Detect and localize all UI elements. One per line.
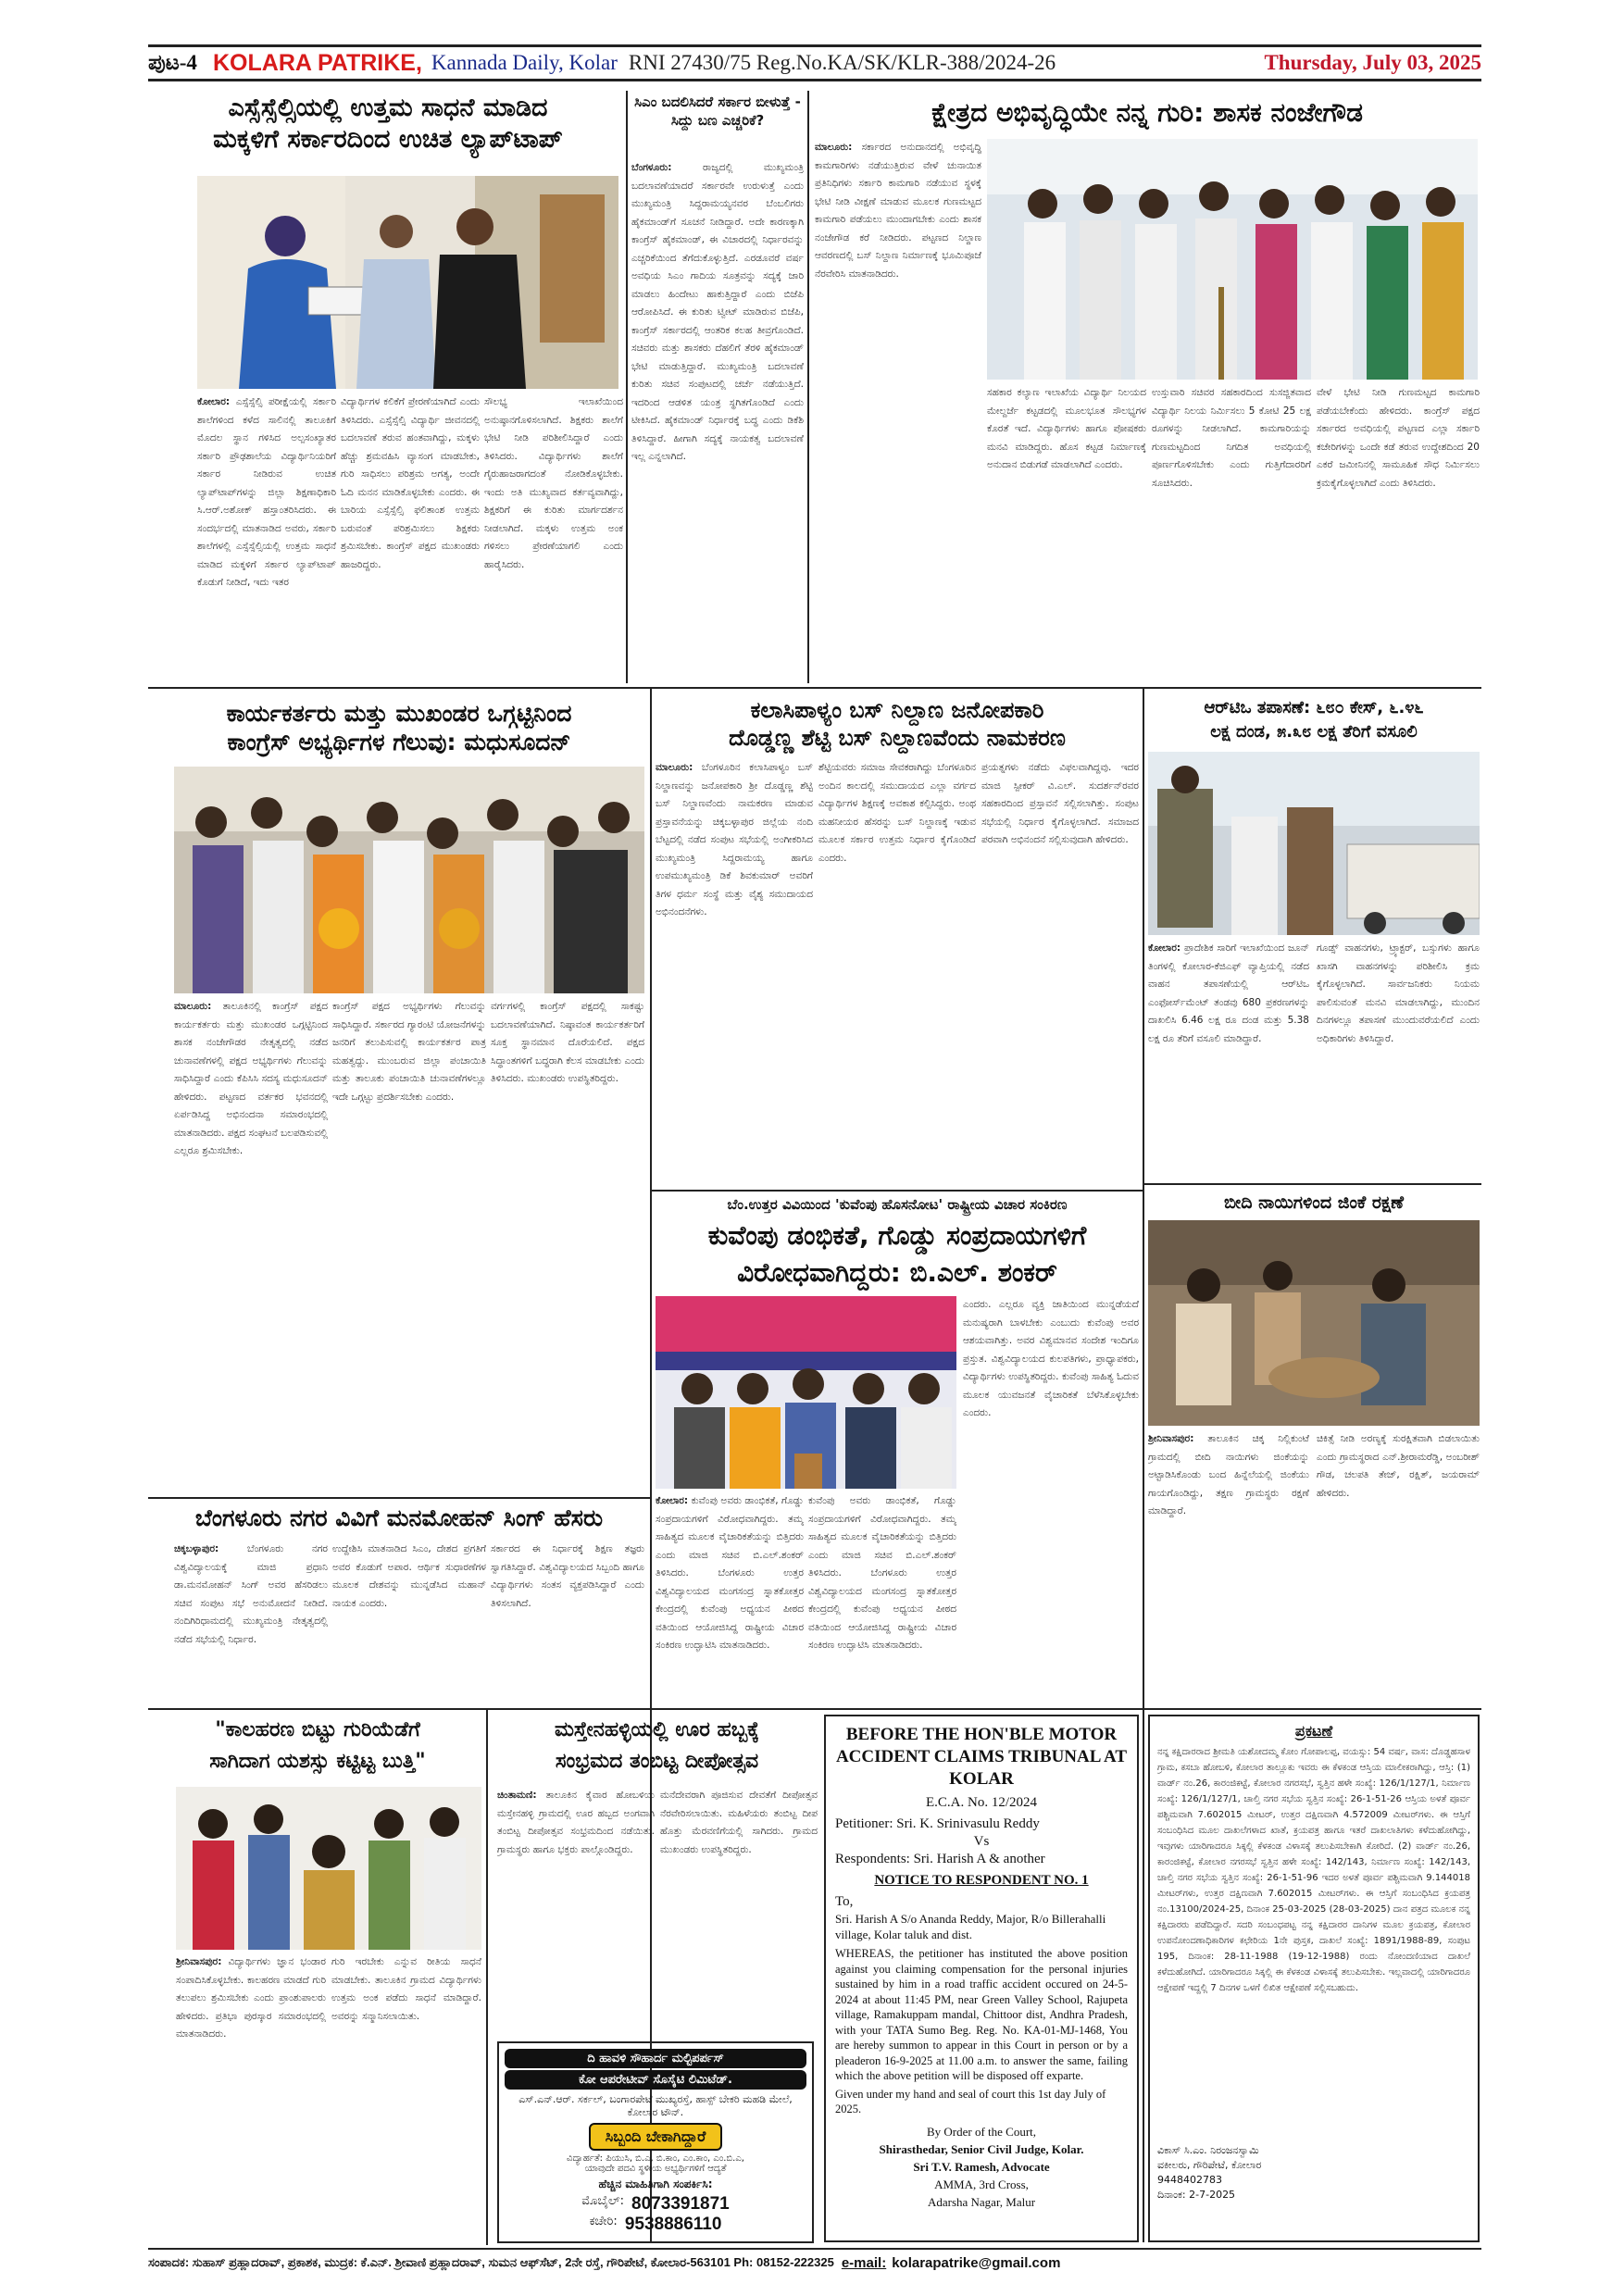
court-title: BEFORE THE HON'BLE MOTOR ACCIDENT CLAIMS TRIBUNAL AT KOLAR xyxy=(835,1725,1128,1789)
footer-credits: ಸಂಪಾದಕ: ಸುಹಾಸ್ ಪ್ರಹ್ಲಾದರಾವ್, ಪ್ರಕಾಶಕ, ಮುದ್ರಕ: ಕೆ.ಎನ್. ಶ್ರೀವಾಣಿ ಪ್ರಹ್ಲಾದರಾವ್, ಸುಮನ ಆಫ್‌ಸೆಟ್, 2ನೇ ರಸ್ತೆ, ಗೌರಿಪೇಟೆ, ಕೋಲಾರ-563101 Ph: 08152-222325 xyxy=(148,2255,834,2269)
court-order: By Order of the Court, xyxy=(926,2124,1037,2139)
cm-text: ರಾಜ್ಯದಲ್ಲಿ ಮುಖ್ಯಮಂತ್ರಿ ಬದಲಾವಣೆಯಾದರೆ ಸರ್ಕಾರವೇ ಉರುಳುತ್ತೆ ಎಂದು ಮುಖ್ಯಮಂತ್ರಿ ಸಿದ್ದರಾಮಯ್ಯನವರ ಬೆಂಬಲಿಗರು ಹೈಕಮಾಂಡ್‌ಗೆ ಸೂಚನೆ ನೀಡಿದ್ದಾರೆ. ಅದೇ ಕಾರಣಕ್ಕಾಗಿ ಕಾಂಗ್ರೆಸ್ ಹೈಕಮಾಂಡ್, ಈ ವಿಚಾರದಲ್ಲಿ ನಿರ್ಧಾರವನ್ನು ಎಚ್ಚರಿಕೆಯಿಂದ ತೆಗೆದುಕೊಳ್ಳುತ್ತಿದೆ. ಎರಡೂವರೆ ವರ್ಷ ಅವಧಿಯ ಸಿಎಂ ಗಾದಿಯ ಸೂತ್ರವನ್ನು ಸದ್ಯಕ್ಕೆ ಜಾರಿ ಮಾಡಲು ಹಿಂದೇಟು ಹಾಕುತ್ತಿದ್ದಾರೆ ಎಂದು ಬಿಜೆಪಿ ಆರೋಪಿಸಿದೆ. ಈ ಕುರಿತು ಟ್ವೀಟ್ ಮಾಡಿರುವ ಬಿಜೆಪಿ, ಕಾಂಗ್ರೆಸ್ ಸರ್ಕಾರದಲ್ಲಿ ಆಂತರಿಕ ಕಲಹ ತೀವ್ರಗೊಂಡಿದೆ. ಸಚಿವರು ಮತ್ತು ಶಾಸಕರು ದೆಹಲಿಗೆ ತೆರಳಿ ಹೈಕಮಾಂಡ್ ಭೇಟಿ ಮಾಡುತ್ತಿದ್ದಾರೆ. ಮುಖ್ಯಮಂತ್ರಿ ಬದಲಾವಣೆ ಕುರಿತು ಸಚಿವ ಸಂಪುಟದಲ್ಲಿ ಚರ್ಚೆ ನಡೆಯುತ್ತಿದೆ. ಇದರಿಂದ ಆಡಳಿತ ಯಂತ್ರ ಸ್ಥಗಿತಗೊಂಡಿದೆ ಎಂದು ಟೀಕಿಸಿದೆ. ಹೈಕಮಾಂಡ್ ನಿರ್ಧಾರಕ್ಕೆ ಬದ್ಧ ಎಂದು ಡಿಕೆಶಿ ತಿಳಿಸಿದ್ದಾರೆ. ಹೀಗಾಗಿ ಸದ್ಯಕ್ಕೆ ನಾಯಕತ್ವ ಬದಲಾವಣೆ ಇಲ್ಲ ಎನ್ನಲಾಗಿದೆ. xyxy=(631,162,804,462)
court-sign4: Adarsha Nagar, Malur xyxy=(927,2194,1036,2209)
jobs-mobile-row xyxy=(505,2194,806,2215)
workers-headline-line2: ಕಾಂಗ್ರೆಸ್ ಅಭ್ಯರ್ಥಿಗಳ ಗೆಲುವು: ಮಧುಸೂದನ್ xyxy=(227,729,571,756)
mla-headline: ಕ್ಷೇತ್ರದ ಅಭಿವೃದ್ಧಿಯೇ ನನ್ನ ಗುರಿ: ಶಾಸಕ ನಂಜೇಗೌಡ xyxy=(931,97,1363,128)
public-notice-sign3: 9448402783 xyxy=(1157,2174,1222,2186)
festival-headline-line1: ಮಸ್ತೇನಹಳ್ಳಿಯಲ್ಲಿ ಊರ ಹಬ್ಬಕ್ಕೆ xyxy=(554,1718,760,1741)
time-dateline: ಶ್ರೀನಿವಾಸಪುರ: xyxy=(176,1956,222,1967)
page-label: ಪುಟ-4 xyxy=(148,51,197,74)
rto-dateline: ಕೋಲಾರ: xyxy=(1148,942,1181,954)
public-notice-sign4: ದಿನಾಂಕ: 2-7-2025 xyxy=(1157,2189,1236,2201)
mla-dateline: ಮಾಲೂರು: xyxy=(815,142,853,153)
workers-col3: ವರ್ಗಗಳಲ್ಲಿ ಕಾಂಗ್ರೆಸ್ ಪಕ್ಷದಲ್ಲಿ ಸಾಕಷ್ಟು ಬದಲಾವಣೆಯಾಗಿದೆ. ನಿಷ್ಠಾವಂತ ಕಾರ್ಯಕರ್ತರಿಗೆ ಸೂಕ್ತ ಸ್ಥಾನಮಾನ ದೊರೆಯಲಿದೆ. ಪಕ್ಷದ ಸಿದ್ಧಾಂತಗಳಿಗೆ ಬದ್ಧರಾಗಿ ಕೆಲಸ ಮಾಡಬೇಕು ಎಂದು ತಿಳಿಸಿದರು. ಮುಖಂಡರು ಉಪಸ್ಥಿತರಿದ್ದರು. xyxy=(491,1001,644,1084)
court-given: Given under my hand and seal of court this 1st day July of 2025. xyxy=(835,2087,1106,2115)
deer-headline: ಬೀದಿ ನಾಯಿಗಳಿಂದ ಜಿಂಕೆ ರಕ್ಷಣೆ xyxy=(1223,1192,1405,1213)
laptop-col1 xyxy=(197,393,336,680)
court-vs: Vs xyxy=(973,1834,990,1849)
court-body: WHEREAS, the petitioner has instituted the above position against you claiming compensation for the personal injuries sustained by him in a road traffic accident occured on 24-5-2024 at about 11:45 PM, near Green Valley School, Rajupeta village, Ramakuppam mandal, Chittoor dist, Andhra Pradesh, with your TATA Sumo Beg. Reg. No. KA-01-MJ-1468, You are hereby summon to appear in this Court in person or by a pleaderon 16-9-2025 at 11.00 a.m. to answer the same, failing which the above petition will be disposed off exparte. xyxy=(835,1947,1128,2082)
laptop-col3: ಸೌಲಭ್ಯ ಇಲಾಖೆಯಿಂದ ಅನುಷ್ಠಾನಗೊಳಿಸಲಾಗಿದೆ. ಶಿಕ್ಷಕರು ಶಾಲೆಗೆ ಭೇಟಿ ನೀಡಿ ಪರಿಶೀಲಿಸಿದ್ದಾರೆ ಎಂದು ತಿಳಿಸಿದರು. ವಿದ್ಯಾರ್ಥಿಗಳು ಶಾಲೆಗೆ ಗೈರುಹಾಜರಾಗದಂತೆ ನೋಡಿಕೊಳ್ಳಬೇಕು. ಇಂದು ಅತಿ ಮುಖ್ಯವಾದ ಕರ್ತವ್ಯವಾಗಿದ್ದು, ಶಿಕ್ಷಕರಿಗೆ ಈ ಕುರಿತು ಮಾರ್ಗದರ್ಶನ ನೀಡಲಾಗಿದೆ. ಮಕ್ಕಳು ಉತ್ತಮ ಅಂಕ ಗಳಿಸಲು ಪ್ರೇರಣೆಯಾಗಲಿ ಎಂದು ಹಾರೈಸಿದರು. xyxy=(484,396,623,570)
time-headline xyxy=(153,1715,482,1778)
manmohan-col2: ಉದ್ದೇಶಿಸಿ ಮಾತನಾಡಿದ ಸಿಎಂ, ದೇಶದ ಪ್ರಗತಿಗೆ ಅವರ ಕೊಡುಗೆ ಅಪಾರ. ಆರ್ಥಿಕ ಸುಧಾರಣೆಗಳ ಮೂಲಕ ದೇಶವನ್ನು ಮುನ್ನಡೆಸಿದ ಮಹಾನ್ ನಾಯಕ ಎಂದರು. xyxy=(332,1543,486,1609)
laptop-headline xyxy=(153,93,623,156)
masthead xyxy=(148,44,1481,81)
time-headline-line2: ಸಾಗಿದಾಗ ಯಶಸ್ಸು ಕಟ್ಟಿಟ್ಟ ಬುತ್ತಿ" xyxy=(209,1750,426,1773)
bus-headline xyxy=(656,696,1139,752)
festival-text: ತಾಲೂಕಿನ ಕೈವಾರ ಹೋಬಳಿಯ ಮಸ್ತೇನಹಳ್ಳಿ ಗ್ರಾಮದಲ್ಲಿ ಊರ ಹಬ್ಬದ ಅಂಗವಾಗಿ ತಂಬಿಟ್ಟ ದೀಪೋತ್ಸವ ಸಂಭ್ರಮದಿಂದ ನಡೆಯಿತು. ಗ್ರಾಮಸ್ಥರು ಹಾಗೂ ಭಕ್ತರು ಪಾಲ್ಗೊಂಡಿದ್ದರು. xyxy=(497,1790,655,1855)
workers-headline-line1: ಕಾರ್ಯಕರ್ತರು ಮತ್ತು ಮುಖಂಡರ ಒಗ್ಗಟ್ಟಿನಿಂದ xyxy=(226,700,572,727)
jobs-office-label: ಕಚೇರಿ: xyxy=(589,2215,618,2228)
workers-col2: ಕಾಂಗ್ರೆಸ್ ಪಕ್ಷದ ಅಭ್ಯರ್ಥಿಗಳು ಗೆಲುವನ್ನು ಸಾಧಿಸಿದ್ದಾರೆ. ಸರ್ಕಾರದ ಗ್ಯಾರಂಟಿ ಯೋಜನೆಗಳನ್ನು ಜನರಿಗೆ ತಲುಪಿಸುವಲ್ಲಿ ಕಾರ್ಯಕರ್ತರ ಪಾತ್ರ ಮಹತ್ವದ್ದು. ಮುಂಬರುವ ಜಿಲ್ಲಾ ಪಂಚಾಯಿತಿ ಮತ್ತು ತಾಲೂಕು ಪಂಚಾಯಿತಿ ಚುನಾವಣೆಗಳಲ್ಲೂ ಇದೇ ಒಗ್ಗಟ್ಟು ಪ್ರದರ್ಶಿಸಬೇಕು ಎಂದರು. xyxy=(332,1001,486,1103)
footer-email-label: e-mail: xyxy=(841,2254,887,2271)
time-headline-line1: "ಕಾಲಹರಣ ಬಿಟ್ಟು ಗುರಿಯೆಡೆಗೆ xyxy=(215,1718,420,1741)
public-notice-title: ಪ್ರಕಟಣೆ xyxy=(1294,1722,1333,1740)
laptop-headline-line2: ಮಕ್ಕಳಿಗೆ ಸರ್ಕಾರದಿಂದ ಉಚಿತ ಲ್ಯಾಪ್‌ಟಾಪ್ xyxy=(213,124,563,154)
kuvempu-col2: ಎಂದರು. ಎಲ್ಲರೂ ವ್ಯಕ್ತಿ ಜಾತಿಯಿಂದ ಮುನ್ನಡೆಯದೆ ಮನುಷ್ಯರಾಗಿ ಬಾಳಬೇಕು ಎಂಬುದು ಕುವೆಂಪು ಅವರ ಆಶಯವಾಗಿತ್ತು. ಅವರ ವಿಶ್ವಮಾನವ ಸಂದೇಶ ಇಂದಿಗೂ ಪ್ರಸ್ತುತ. ವಿಶ್ವವಿದ್ಯಾಲಯದ ಕುಲಪತಿಗಳು, ಪ್ರಾಧ್ಯಾಪಕರು, ವಿದ್ಯಾರ್ಥಿಗಳು ಉಪಸ್ಥಿತರಿದ್ದರು. ಕುವೆಂಪು ಸಾಹಿತ್ಯ ಓದುವ ಮೂಲಕ ಯುವಜನತೆ ವೈಚಾರಿಕತೆ ಬೆಳೆಸಿಕೊಳ್ಳಬೇಕು ಎಂದರು. xyxy=(963,1299,1139,1418)
jobs-mobile-number: 8073391871 xyxy=(631,2194,730,2214)
kuvempu-col1a xyxy=(656,1492,804,1703)
court-notice-heading: NOTICE TO RESPONDENT NO. 1 xyxy=(874,1873,1089,1888)
rto-text: ಪ್ರಾದೇಶಿಕ ಸಾರಿಗೆ ಇಲಾಖೆಯಿಂದ ಜೂನ್ ತಿಂಗಳಲ್ಲಿ ಕೋಲಾರ-ಕೆಜಿಎಫ್ ವ್ಯಾಪ್ತಿಯಲ್ಲಿ ನಡೆದ ವಾಹನ ತಪಾಸಣೆಯಲ್ಲಿ ಆರ್‌ಟಿಒ ಎಂಫೋರ್ಸ್‌ಮೆಂಟ್ ತಂಡವು 680 ಪ್ರಕರಣಗಳನ್ನು ದಾಖಲಿಸಿ 6.46 ಲಕ್ಷ ರೂ ದಂಡ ಮತ್ತು 5.38 ಲಕ್ಷ ರೂ ತೆರಿಗೆ ವಸೂಲಿ ಮಾಡಿದ್ದಾರೆ. xyxy=(1148,942,1309,1044)
court-case-no: E.C.A. No. 12/2024 xyxy=(926,1795,1037,1810)
masthead-date: Thursday, July 03, 2025 xyxy=(1264,51,1481,74)
bus-col3: ಪ್ರಯತ್ನಗಳು ನಡೆದು ವಿಫಲವಾಗಿದ್ದವು. ಇದರ ಮಾಜಿ ಸ್ಪೀಕರ್ ವಿ.ಎಲ್. ಸುದರ್ಶನ್‌ರವರ ಸಹಕಾರದಿಂದ ಪ್ರಸ್ತಾವನೆ ಸಲ್ಲಿಸಲಾಗಿತ್ತು. ಸಂಪುಟ ಸಭೆಯಲ್ಲಿ ನಿರ್ಧಾರ ಕೈಗೊಳ್ಳಲಾಗಿದೆ. ಸಮಾಜದ ಪರವಾಗಿ ಅಭಿನಂದನೆ ಸಲ್ಲಿಸುವುದಾಗಿ ಹೇಳಿದರು. xyxy=(981,762,1139,845)
manmohan-text: ಬೆಂಗಳೂರು ನಗರ ವಿಶ್ವವಿದ್ಯಾಲಯಕ್ಕೆ ಮಾಜಿ ಪ್ರಧಾನಿ ಡಾ.ಮನಮೋಹನ್ ಸಿಂಗ್ ಅವರ ಹೆಸರಿಡಲು ಸಚಿವ ಸಂಪುಟ ಸಭೆ ಅನುಮೋದನೆ ನೀಡಿದೆ. ನಂದಿಗಿರಿಧಾಮದಲ್ಲಿ ಮುಖ್ಯಮಂತ್ರಿ ನೇತೃತ್ವದಲ್ಲಿ ನಡೆದ ಸಭೆಯಲ್ಲಿ ನಿರ್ಧಾರ. xyxy=(174,1543,328,1645)
mla-col4: ವೇಳೆ ಭೇಟಿ ನೀಡಿ ಗುಣಮಟ್ಟದ ಕಾಮಗಾರಿ ಪಡೆಯಬೇಕೆಂದು ಹೇಳಿದರು. ಕಾಂಗ್ರೆಸ್ ಪಕ್ಷದ ಸರ್ಕಾರದ ಅವಧಿಯಲ್ಲಿ ಪಟ್ಟಣದ ಎಲ್ಲಾ ಸರ್ಕಾರಿ ಕಚೇರಿಗಳನ್ನು ಒಂದೇ ಕಡೆ ತರುವ ಉದ್ದೇಶದಿಂದ 20 ಎಕರೆ ಜಮೀನಿನಲ್ಲಿ ಸಾಮೂಹಿಕ ಸೌಧ ನಿರ್ಮಿಸಲು ಕ್ರಮಕೈಗೊಳ್ಳಲಾಗಿದೆ ಎಂದು ತಿಳಿಸಿದರು. xyxy=(1317,387,1480,489)
column-rule xyxy=(486,1708,488,2245)
bus-headline-line1: ಕಲಾಸಿಪಾಳ್ಯಂ ಬಸ್ ನಿಲ್ದಾಣ ಜನೋಪಕಾರಿ xyxy=(750,697,1044,723)
public-notice-body: ನನ್ನ ಕಕ್ಷಿದಾರರಾದ ಶ್ರೀಮತಿ ಯಶೋದಮ್ಮ ಕೋಂ ಗೋಪಾಲಪ್ಪ, ವಯಸ್ಸು: 54 ವರ್ಷ, ವಾಸ: ದೊಡ್ಡಹಸಾಳ ಗ್ರಾಮ, ಕಸಬಾ ಹೋಬಳಿ, ಕೋಲಾರ ತಾಲ್ಲೂಕು ಇವರು ಈ ಕೆಳಕಂಡ ಆಸ್ತಿಯ ಮಾಲೀಕರಾಗಿದ್ದು, ಆಸ್ತಿ: (1) ವಾರ್ಡ್ ನಂ.26, ಕಾರಂಜಿಕಟ್ಟೆ, ಕೋಲಾರ ನಗರಸಭೆ, ಸ್ವತ್ತಿನ ಹಳೇ ಸಂಖ್ಯೆ: 126/1/127/1, ನಿರ್ಮಾಣ ಸಂಖ್ಯೆ: 126/1/127/1, ಚಾಲ್ತಿ ನಗರ ಸಭೆಯ ಸ್ವತ್ತಿನ ಸಂಖ್ಯೆ: 26-1-51-26 ಆಸ್ತಿಯ ಅಳತೆ ಪೂರ್ವ ಪಶ್ಚಿಮವಾಗಿ 7.602015 ಮೀಟರ್, ಉತ್ತರ ದಕ್ಷಿಣವಾಗಿ 4.572009 ಮೀಟರ್‌ಗಳು. ಈ ಆಸ್ತಿಗೆ ಸಂಬಂಧಿಸಿದ ಮೂಲ ದಾಖಲೆಗಳಾದ ಖಾತೆ, ಕ್ರಯಪತ್ರ ಹಾಗೂ ಇತರೆ ದಾಖಲಾತಿಗಳು ಕಳೆದುಹೋಗಿದ್ದು, ಇವುಗಳು ಯಾರಿಗಾದರೂ ಸಿಕ್ಕಲ್ಲಿ ಕೆಳಕಂಡ ವಿಳಾಸಕ್ಕೆ ತಲುಪಿಸಬೇಕಾಗಿ ಕೋರಿದೆ. (2) ವಾರ್ಡ್ ನಂ.26, ಕಾರಂಜಿಕಟ್ಟೆ, ಕೋಲಾರ ನಗರಸಭೆ ಸ್ವತ್ತಿನ ಹಳೇ ಸಂಖ್ಯೆ: 142/143, ನಿರ್ಮಾಣ ಸಂಖ್ಯೆ: 142/143, ಚಾಲ್ತಿ ನಗರ ಸಭೆಯ ಸ್ವತ್ತಿನ ಸಂಖ್ಯೆ: 26-1-51-96 ಇದರ ಅಳತೆ ಪೂರ್ವ ಪಶ್ಚಿಮವಾಗಿ 9.144018 ಮೀಟರ್‌ಗಳು, ಉತ್ತರ ದಕ್ಷಿಣವಾಗಿ 7.602015 ಮೀಟರ್‌ಗಳು. ಈ ಆಸ್ತಿಗೆ ಸಂಬಂಧಿಸಿದ ಕ್ರಯಪತ್ರ ನಂ.13100/2024-25, ದಿನಾಂಕ 25-03-2025 (28-03-2025) ದಾನ ಪತ್ರದ ಮೂಲಕ ನನ್ನ ಕಕ್ಷಿದಾರರು ಪಡೆದಿದ್ದಾರೆ. ಸದರಿ ಸಂಬಂಧಪಟ್ಟ ನನ್ನ ಕಕ್ಷಿದಾರರ ದಾನಿಗಳ ಮೂಲ ಕ್ರಯಪತ್ರ, ಕೋಲಾರ ಉಪನೋಂದಣಾಧಿಕಾರಿಗಳ ಕಛೇರಿಯ 1ನೇ ಪುಸ್ತಕ, ದಾಖಲೆ ಸಂಖ್ಯೆ: 1891/1988-89, ಸಂಪುಟ 195, ದಿನಾಂಕ: 28-11-1988 (19-12-1988) ರಂದು ನೋಂದಣಿಯಾದ ದಾಖಲೆ ಕಳೆದುಹೋಗಿದೆ. ಯಾರಿಗಾದರೂ ಸಿಕ್ಕಲ್ಲಿ ಈ ಕೆಳಕಂಡ ವಿಳಾಸಕ್ಕೆ ತಲುಪಿಸಬೇಕು. ಇಲ್ಲವಾದಲ್ಲಿ ಯಾರಿಗಾದರೂ ಆಕ್ಷೇಪಣೆ ಇದ್ದಲ್ಲಿ 7 ದಿನಗಳ ಒಳಗೆ ಲಿಖಿತ ಆಕ್ಷೇಪಣೆ ಸಲ್ಲಿಸಬಹುದು. xyxy=(1157,1747,1470,1993)
jobs-note: ಯಾವುದೇ ಪದವಿ ಸ್ಥಳೀಯ ಅಭ್ಯರ್ಥಿಗಳಿಗೆ ಆದ್ಯತೆ xyxy=(584,2164,727,2174)
section-rule xyxy=(148,1708,1481,1710)
laptop-headline-line1: ಎಸ್ಸೆಸ್ಸೆಲ್ಸಿಯಲ್ಲಿ ಉತ್ತಮ ಸಾಧನೆ ಮಾಡಿದ xyxy=(228,94,548,122)
masthead-brand: KOLARA PATRIKE, xyxy=(213,49,422,76)
festival-dateline: ಚಿಂತಾಮಣಿ: xyxy=(497,1790,537,1801)
kuvempu-headline-line1: ಕುವೆಂಪು ಡಂಭಿಕತೆ, ಗೊಡ್ಡು ಸಂಪ್ರದಾಯಗಳಿಗೆ xyxy=(707,1220,1087,1251)
kuvempu-col1b: ಕುವೆಂಪು ಅವರು ಡಾಂಭಿಕತೆ, ಗೊಡ್ಡು ಸಂಪ್ರದಾಯಗಳಿಗೆ ವಿರೋಧವಾಗಿದ್ದರು. ತಮ್ಮ ಸಾಹಿತ್ಯದ ಮೂಲಕ ವೈಚಾರಿಕತೆಯನ್ನು ಬಿತ್ತಿದರು ಎಂದು ಮಾಜಿ ಸಚಿವ ಬಿ.ಎಲ್.ಶಂಕರ್ ತಿಳಿಸಿದರು. ಬೆಂಗಳೂರು ಉತ್ತರ ವಿಶ್ವವಿದ್ಯಾಲಯದ ಮಂಗಸಂದ್ರ ಸ್ನಾತಕೋತ್ತರ ಕೇಂದ್ರದಲ್ಲಿ ಕುವೆಂಪು ಅಧ್ಯಯನ ಪೀಠದ ವತಿಯಿಂದ ಆಯೋಜಿಸಿದ್ದ ರಾಷ್ಟ್ರೀಯ ವಿಚಾರ ಸಂಕಿರಣ ಉದ್ಘಾಟಿಸಿ ಮಾತನಾಡಿದರು. xyxy=(808,1495,956,1651)
workers-headline xyxy=(153,699,645,757)
kuvempu-kicker: ಬೆಂ.ಉತ್ತರ ವಿವಿಯಿಂದ 'ಕುವೆಂಪು ಹೊಸನೋಟ' ರಾಷ್ಟ್ರೀಯ ವಿಚಾರ ಸಂಕಿರಣ xyxy=(727,1196,1068,1213)
court-to: To, xyxy=(835,1894,854,1909)
jobs-mobile-label: ಮೊಬೈಲ್: xyxy=(581,2194,625,2208)
bus-text: ಬೆಂಗಳೂರಿನ ಕಲಾಸಿಪಾಳ್ಯಂ ಬಸ್ ನಿಲ್ದಾಣವನ್ನು ಜನೋಪಕಾರಿ ಶ್ರೀ ದೊಡ್ಡಣ್ಣ ಶೆಟ್ಟಿ ಬಸ್ ನಿಲ್ದಾಣವೆಂದು ನಾಮಕರಣ ಮಾಡುವ ಪ್ರಸ್ತಾವನೆಯನ್ನು ಚಿಕ್ಕಬಳ್ಳಾಪುರ ಜಿಲ್ಲೆಯ ನಂದಿ ಬೆಟ್ಟದಲ್ಲಿ ನಡೆದ ಸಂಪುಟ ಸಭೆಯಲ್ಲಿ ಅಂಗೀಕರಿಸಿದ ಮುಖ್ಯಮಂತ್ರಿ ಸಿದ್ದರಾಮಯ್ಯ ಹಾಗೂ ಉಪಮುಖ್ಯಮಂತ್ರಿ ಡಿಕೆ ಶಿವಕುಮಾರ್ ಅವರಿಗೆ ತಿಗಳ ಧರ್ಮ ಸಂಸ್ಥೆ ಮತ್ತು ವೈಶ್ಯ ಸಮುದಾಯದ ಅಭಿನಂದನೆಗಳು. xyxy=(656,762,813,917)
court-respondents: Respondents: Sri. Harish A & another xyxy=(835,1852,1045,1866)
rto-col1 xyxy=(1148,940,1309,1182)
public-notice xyxy=(1148,1715,1480,2242)
manmohan-dateline: ಚಿಕ್ಕಬಳ್ಳಾಪುರ: xyxy=(174,1543,219,1554)
bus-dateline: ಮಾಲೂರು: xyxy=(656,762,693,773)
deer-text: ತಾಲೂಕಿನ ಚಿಕ್ಕ ನಿಲ್ಲಿಕುಂಟೆ ಗ್ರಾಮದಲ್ಲಿ ಬೀದಿ ನಾಯಿಗಳು ಜಿಂಕೆಯನ್ನು ಅಟ್ಟಾಡಿಸಿಕೊಂಡು ಬಂದ ಹಿನ್ನೆಲೆಯಲ್ಲಿ ಜಿಂಕೆಯು ಗಾಯಗೊಂಡಿದ್ದು, ತಕ್ಷಣ ಗ್ರಾಮಸ್ಥರು ರಕ್ಷಣೆ ಮಾಡಿದ್ದಾರೆ. xyxy=(1148,1433,1309,1516)
deer-col1 xyxy=(1148,1430,1309,1706)
rto-headline-line2: ಲಕ್ಷ ದಂಡ, ೫.೩೮ ಲಕ್ಷ ತೆರಿಗೆ ವಸೂಲಿ xyxy=(1210,722,1418,742)
workers-text: ತಾಲೂಕಿನಲ್ಲಿ ಕಾಂಗ್ರೆಸ್ ಪಕ್ಷದ ಕಾರ್ಯಕರ್ತರು ಮತ್ತು ಮುಖಂಡರ ಒಗ್ಗಟ್ಟಿನಿಂದ ಶಾಸಕ ನಂಜೇಗೌಡರ ನೇತೃತ್ವದಲ್ಲಿ ನಡೆದ ಚುನಾವಣೆಗಳಲ್ಲಿ ಪಕ್ಷದ ಅಭ್ಯರ್ಥಿಗಳು ಗೆಲುವನ್ನು ಸಾಧಿಸಿದ್ದಾರೆ ಎಂದು ಕೆಪಿಸಿಸಿ ಸದಸ್ಯ ಮಧುಸೂದನ್ ಹೇಳಿದರು. ಪಟ್ಟಣದ ವರ್ತಕರ ಭವನದಲ್ಲಿ ಏರ್ಪಡಿಸಿದ್ದ ಅಭಿನಂದನಾ ಸಮಾರಂಭದಲ್ಲಿ ಮಾತನಾಡಿದರು. ಪಕ್ಷದ ಸಂಘಟನೆ ಬಲಪಡಿಸುವಲ್ಲಿ ಎಲ್ಲರೂ ಶ್ರಮಿಸಬೇಕು. xyxy=(174,1001,328,1156)
jobs-ad xyxy=(497,2041,814,2243)
column-rule xyxy=(1143,687,1144,2242)
kuvempu-headline-line2: ವಿರೋಧವಾಗಿದ್ದರು: ಬಿ.ಎಲ್. ಶಂಕರ್ xyxy=(737,1257,1057,1288)
court-petitioner: Petitioner: Sri. K. Srinivasulu Reddy xyxy=(835,1816,1040,1831)
workers-col1 xyxy=(174,998,328,1489)
festival-col1 xyxy=(497,1787,655,2035)
laptop-col2: ವಿದ್ಯಾರ್ಥಿಗಳ ಕಲಿಕೆಗೆ ಪ್ರೇರಣೆಯಾಗಿದೆ ಎಂದು ತಿಳಿಸಿದರು. ಎಸ್ಸೆಸ್ಸೆಲ್ಸಿ ವಿದ್ಯಾರ್ಥಿ ಜೀವನದಲ್ಲಿ ಬದಲಾವಣೆ ತರುವ ಹಂತವಾಗಿದ್ದು, ಮಕ್ಕಳು ಹೆಚ್ಚು ಶ್ರಮವಹಿಸಿ ವ್ಯಾಸಂಗ ಮಾಡಬೇಕು, ಗುರಿ ಸಾಧಿಸಲು ಪರಿಶ್ರಮ ಅಗತ್ಯ, ಅಂದೇ ಓದಿ ಮನನ ಮಾಡಿಕೊಳ್ಳಬೇಕು ಎಂದರು. ಈ ಬಾರಿಯ ಎಸ್ಸೆಸ್ಸೆಲ್ಸಿ ಫಲಿತಾಂಶ ಉತ್ತಮ ಬರುವಂತೆ ಪರಿಶ್ರಮಿಸಲು ಶಿಕ್ಷಕರು ಶ್ರಮಿಸಬೇಕು. ಕಾಂಗ್ರೆಸ್ ಪಕ್ಷದ ಮುಖಂಡರು ಹಾಜರಿದ್ದರು. xyxy=(341,396,480,570)
deer-photo xyxy=(1148,1220,1480,1426)
section-rule xyxy=(148,687,1481,689)
jobs-contact: ಹೆಚ್ಚಿನ ಮಾಹಿತಿಗಾಗಿ ಸಂಪರ್ಕಿಸಿ: xyxy=(598,2177,713,2190)
manmohan-col1 xyxy=(174,1541,328,1705)
masthead-registration: RNI 27430/75 Reg.No.KA/SK/KLR-388/2024-26 xyxy=(628,51,1056,74)
rto-photo xyxy=(1148,752,1480,935)
section-rule xyxy=(1144,1183,1481,1185)
laptop-dateline: ಕೋಲಾರ: xyxy=(197,396,231,407)
manmohan-headline: ಬೆಂಗಳೂರು ನಗರ ವಿವಿಗೆ ಮನಮೋಹನ್ ಸಿಂಗ್ ಹೆಸರು xyxy=(194,1504,604,1531)
rto-headline-line1: ಆರ್‌ಟಿಒ ತಪಾಸಣೆ: ೬೮೦ ಕೇಸ್, ೬.೪೬ xyxy=(1204,698,1424,718)
public-notice-sign2: ವಕೀಲರು, ಗೌರಿಪೇಟೆ, ಕೋಲಾರ xyxy=(1157,2159,1262,2171)
time-photo xyxy=(176,1787,481,1950)
cm-headline: ಸಿಎಂ ಬದಲಿಸಿದರೆ ಸರ್ಕಾರ ಬೀಳುತ್ತೆ - ಸಿದ್ದು ಬಣ ಎಚ್ಚರಿಕೆ? xyxy=(634,94,801,129)
time-col2: ಗುರಿ ಇರಬೇಕು ಎನ್ನುವ ರೀತಿಯ ಸಾಧನೆ ಮಾಡಬೇಕು. ತಾಲೂಕಿನ ಗ್ರಾಮದ ವಿದ್ಯಾರ್ಥಿಗಳು ಉತ್ತಮ ಅಂಕ ಪಡೆದು ಸಾಧನೆ ಮಾಡಿದ್ದಾರೆ. ಅವರನ್ನು ಸನ್ಮಾನಿಸಲಾಯಿತು. xyxy=(331,1956,481,2022)
laptop-photo xyxy=(197,176,618,389)
rto-col2: ಗೂಡ್ಸ್ ವಾಹನಗಳು, ಟ್ರ್ಯಾಕ್ಟರ್, ಬಸ್ಸುಗಳು ಹಾಗೂ ಖಾಸಗಿ ವಾಹನಗಳನ್ನು ಪರಿಶೀಲಿಸಿ ಕ್ರಮ ಕೈಗೊಳ್ಳಲಾಗಿದೆ. ಸಾರ್ವಜನಿಕರು ನಿಯಮ ಪಾಲಿಸುವಂತೆ ಮನವಿ ಮಾಡಲಾಗಿದ್ದು, ಮುಂದಿನ ದಿನಗಳಲ್ಲೂ ತಪಾಸಣೆ ಮುಂದುವರೆಯಲಿದೆ ಎಂದು ಅಧಿಕಾರಿಗಳು ತಿಳಿಸಿದ್ದಾರೆ. xyxy=(1317,942,1480,1044)
jobs-address: ಎಸ್.ಎನ್.ಆರ್. ಸರ್ಕಲ್, ಬಂಗಾರಪೇಟೆ ಮುಖ್ಯರಸ್ತೆ, ಹಾಸ್ಪ್ ಬೇಕರಿ ಮಹಡಿ ಮೇಲೆ, ಕೋಲಾರ ಟೌನ್. xyxy=(518,2093,793,2118)
mla-col2: ಸಹಕಾರ ಕಲ್ಯಾಣ ಇಲಾಖೆಯ ವಿದ್ಯಾರ್ಥಿ ನಿಲಯದ ಮೇಲ್ದರ್ಜೆ ಕಟ್ಟಡದಲ್ಲಿ ಮೂಲಭೂತ ಸೌಲಭ್ಯಗಳ ಕೊರತೆ ಇದೆ. ವಿದ್ಯಾರ್ಥಿಗಳು ಹಾಗೂ ಪೋಷಕರು ಮನವಿ ಮಾಡಿದ್ದರು. ಹೊಸ ಕಟ್ಟಡ ನಿರ್ಮಾಣಕ್ಕೆ ಅನುದಾನ ಬಿಡುಗಡೆ ಮಾಡಲಾಗಿದೆ ಎಂದರು. xyxy=(987,387,1146,470)
kuvempu-text: ಕುವೆಂಪು ಅವರು ಡಾಂಭಿಕತೆ, ಗೊಡ್ಡು ಸಂಪ್ರದಾಯಗಳಿಗೆ ವಿರೋಧವಾಗಿದ್ದರು. ತಮ್ಮ ಸಾಹಿತ್ಯದ ಮೂಲಕ ವೈಚಾರಿಕತೆಯನ್ನು ಬಿತ್ತಿದರು ಎಂದು ಮಾಜಿ ಸಚಿವ ಬಿ.ಎಲ್.ಶಂಕರ್ ತಿಳಿಸಿದರು. ಬೆಂಗಳೂರು ಉತ್ತರ ವಿಶ್ವವಿದ್ಯಾಲಯದ ಮಂಗಸಂದ್ರ ಸ್ನಾತಕೋತ್ತರ ಕೇಂದ್ರದಲ್ಲಿ ಕುವೆಂಪು ಅಧ್ಯಯನ ಪೀಠದ ವತಿಯಿಂದ ಆಯೋಜಿಸಿದ್ದ ರಾಷ್ಟ್ರೀಯ ವಿಚಾರ ಸಂಕಿರಣ ಉದ್ಘಾಟಿಸಿ ಮಾತನಾಡಿದರು. xyxy=(656,1495,804,1651)
workers-dateline: ಮಾಲೂರು: xyxy=(174,1001,212,1012)
court-notice xyxy=(824,1715,1139,2242)
footer xyxy=(148,2248,1481,2276)
laptop-text: ಎಸ್ಸೆಸ್ಸೆಲ್ಸಿ ಪರೀಕ್ಷೆಯಲ್ಲಿ ಸರ್ಕಾರಿ ಶಾಲೆಗಳಿಂದ ಕಳೆದ ಸಾಲಿನಲ್ಲಿ ತಾಲೂಕಿಗೆ ಮೊದಲ ಸ್ಥಾನ ಗಳಿಸಿದ ಅಲ್ಪಸಂಖ್ಯಾತರ ಸರ್ಕಾರಿ ಪ್ರೌಢಶಾಲೆಯ ವಿದ್ಯಾರ್ಥಿನಿಯರಿಗೆ ಸರ್ಕಾರ ನೀಡಿರುವ ಉಚಿತ ಲ್ಯಾಪ್‌ಟಾಪ್‌ಗಳನ್ನು ಜಿಲ್ಲಾ ಶಿಕ್ಷಣಾಧಿಕಾರಿ ಸಿ.ಆರ್.ಅಶೋಕ್ ಹಸ್ತಾಂತರಿಸಿದರು. ಈ ಸಂದರ್ಭದಲ್ಲಿ ಮಾತನಾಡಿದ ಅವರು, ಸರ್ಕಾರಿ ಶಾಲೆಗಳಲ್ಲಿ ಎಸ್ಸೆಸ್ಸೆಲ್ಸಿಯಲ್ಲಿ ಉತ್ತಮ ಸಾಧನೆ ಮಾಡಿದ ಮಕ್ಕಳಿಗೆ ಸರ್ಕಾರ ಲ್ಯಾಪ್‌ಟಾಪ್ ಕೊಡುಗೆ ನೀಡಿದೆ, ಇದು ಇತರ xyxy=(197,396,336,588)
jobs-office-row xyxy=(505,2215,806,2235)
deer-dateline: ಶ್ರೀನಿವಾಸಪುರ: xyxy=(1148,1433,1194,1444)
bus-col1 xyxy=(656,759,813,1185)
festival-headline xyxy=(493,1715,821,1778)
cm-body xyxy=(631,159,804,682)
manmohan-col3: ಸರ್ಕಾರದ ಈ ನಿರ್ಧಾರಕ್ಕೆ ಶಿಕ್ಷಣ ತಜ್ಞರು ಸ್ವಾಗತಿಸಿದ್ದಾರೆ. ವಿಶ್ವವಿದ್ಯಾಲಯದ ಸಿಬ್ಬಂದಿ ಹಾಗೂ ವಿದ್ಯಾರ್ಥಿಗಳು ಸಂತಸ ವ್ಯಕ್ತಪಡಿಸಿದ್ದಾರೆ ಎಂದು ತಿಳಿಸಲಾಗಿದೆ. xyxy=(491,1543,644,1609)
court-sign2: Sri T.V. Ramesh, Advocate xyxy=(913,2159,1050,2174)
deer-col2: ಚಿಕಿತ್ಸೆ ನೀಡಿ ಅರಣ್ಯಕ್ಕೆ ಸುರಕ್ಷಿತವಾಗಿ ಬಿಡಲಾಯಿತು ಎಂದು ಗ್ರಾಮಸ್ಥರಾದ ಎನ್.ಶ್ರೀರಾಮರೆಡ್ಡಿ, ಅಂಬರೀಶ್ ಗೌಡ, ಚಲಪತಿ ತೇಜ್, ರಕ್ಷಿತ್, ಜಯರಾಮ್ ಹೇಳಿದರು. xyxy=(1317,1433,1480,1499)
section-rule xyxy=(652,1190,1143,1192)
court-sign1: Shirasthedar, Senior Civil Judge, Kolar. xyxy=(879,2141,1084,2156)
festival-col2: ಮನೆದೇವರಾಗಿ ಪೂಜಿಸುವ ದೇವತೆಗೆ ದೀಪೋತ್ಸವ ನೆರವೇರಿಸಲಾಯಿತು. ಮಹಿಳೆಯರು ತಂಬಿಟ್ಟ ದೀಪ ಹೊತ್ತು ಮೆರವಣಿಗೆಯಲ್ಲಿ ಸಾಗಿದರು. ಗ್ರಾಮದ ಮುಖಂಡರು ಉಪಸ್ಥಿತರಿದ್ದರು. xyxy=(660,1790,818,1855)
public-notice-sign xyxy=(1157,2143,1470,2202)
column-rule xyxy=(807,91,809,683)
bus-col2: ಶೆಟ್ಟಿಯವರು ಸಮಾಜ ಸೇವಕರಾಗಿದ್ದು ಬೆಂಗಳೂರಿನ ಅಂದಿನ ಕಾಲದಲ್ಲಿ ಸಮುದಾಯದ ಎಲ್ಲಾ ವರ್ಗದ ವಿದ್ಯಾರ್ಥಿಗಳ ಶಿಕ್ಷಣಕ್ಕೆ ಅವಕಾಶ ಕಲ್ಪಿಸಿದ್ದರು. ಅಂಥ ಮಹನೀಯರ ಹೆಸರನ್ನು ಬಸ್ ನಿಲ್ದಾಣಕ್ಕೆ ಇಡುವ ಮೂಲಕ ಸರ್ಕಾರ ಉತ್ತಮ ನಿರ್ಧಾರ ಕೈಗೊಂಡಿದೆ ಎಂದರು. xyxy=(818,762,976,864)
kuvempu-dateline: ಕೋಲಾರ: xyxy=(656,1495,689,1506)
jobs-qualification: ವಿದ್ಯಾರ್ಹತೆ: ಪಿಯುಸಿ, ಬಿ.ಎ, ಬಿ.ಕಾಂ, ಎಂ.ಕಾಂ, ಎಂ.ಬಿ.ಎ, xyxy=(567,2153,744,2164)
footer-email[interactable]: kolarapatrike@gmail.com xyxy=(892,2254,1061,2271)
workers-photo xyxy=(174,767,644,993)
time-text: ವಿದ್ಯಾರ್ಥಿಗಳು ಜ್ಞಾನ ಭಂಡಾರ ಸಂಪಾದಿಸಿಕೊಳ್ಳಬೇಕು. ಕಾಲಹರಣ ಮಾಡದೆ ಗುರಿ ತಲುಪಲು ಶ್ರಮಿಸಬೇಕು ಎಂದು ಪ್ರಾಂಶುಪಾಲರು ಹೇಳಿದರು. ಪ್ರತಿಭಾ ಪುರಸ್ಕಾರ ಸಮಾರಂಭದಲ್ಲಿ ಮಾತನಾಡಿದರು. xyxy=(176,1956,326,2040)
court-addressee: Sri. Harish A S/o Ananda Reddy, Major, R/o Billerahalli village, Kolar taluk and dist. xyxy=(835,1912,1106,1941)
bus-headline-line2: ದೊಡ್ಡಣ್ಣ ಶೆಟ್ಟಿ ಬಸ್ ನಿಲ್ದಾಣವೆಂದು ನಾಮಕರಣ xyxy=(729,725,1066,751)
kuvempu-headline xyxy=(656,1217,1139,1292)
mla-text: ಸರ್ಕಾರದ ಅನುದಾನದಲ್ಲಿ ಅಭಿವೃದ್ಧಿ ಕಾಮಗಾರಿಗಳು ನಡೆಯುತ್ತಿರುವ ವೇಳೆ ಚುನಾಯಿತ ಪ್ರತಿನಿಧಿಗಳು ಸರ್ಕಾರಿ ಕಾಮಗಾರಿ ನಡೆಯುವ ಸ್ಥಳಕ್ಕೆ ಭೇಟಿ ನೀಡಿ ವೀಕ್ಷಣೆ ಮಾಡುವ ಮೂಲಕ ಗುಣಮಟ್ಟದ ಕಾಮಗಾರಿ ಪಡೆಯಲು ಮುಂದಾಗಬೇಕು ಎಂದು ಶಾಸಕ ನಂಜೇಗೌಡ ಕರೆ ನೀಡಿದರು. ಪಟ್ಟಣದ ನಿಲ್ದಾಣ ಆವರಣದಲ್ಲಿ ಬಸ್ ನಿಲ್ದಾಣ ನಿರ್ಮಾಣಕ್ಕೆ ಭೂಮಿಪೂಜೆ ನೆರವೇರಿಸಿ ಮಾತನಾಡಿದರು. xyxy=(815,142,981,280)
cm-dateline: ಬೆಂಗಳೂರು: xyxy=(631,162,672,173)
public-notice-sign1: ವಿಕಾಸ್ ಸಿ.ಎಂ. ನಿರಂಜನಸ್ವಾಮಿ xyxy=(1157,2144,1259,2156)
mla-col3: ಉಸ್ತುವಾರಿ ಸಚಿವರ ಸಹಕಾರದಿಂದ ಸುಸಜ್ಜಿತವಾದ ವಿದ್ಯಾರ್ಥಿ ನಿಲಯ ನಿರ್ಮಿಸಲು 5 ಕೋಟಿ 25 ಲಕ್ಷ ರೂಗಳನ್ನು ನೀಡಲಾಗಿದೆ. ಕಾಮಗಾರಿಯನ್ನು ಗುಣಮಟ್ಟದಿಂದ ನಿಗದಿತ ಅವಧಿಯಲ್ಲಿ ಪೂರ್ಣಗೊಳಿಸಬೇಕು ಎಂದು ಗುತ್ತಿಗೆದಾರರಿಗೆ ಸೂಚಿಸಿದರು. xyxy=(1152,387,1311,489)
mla-photo xyxy=(987,139,1478,380)
jobs-office-number: 9538886110 xyxy=(624,2215,722,2234)
jobs-bank-name: ದಿ ಹಾವಳಿ ಸೌಹಾರ್ದ ಮಲ್ಟಿಪರ್ಪಸ್ xyxy=(505,2049,806,2068)
column-rule xyxy=(626,91,628,683)
court-sign3: AMMA, 3rd Cross, xyxy=(934,2177,1029,2191)
mla-col1 xyxy=(815,139,981,381)
section-rule xyxy=(148,1497,650,1499)
jobs-wanted: ಸಿಬ್ಬಂದಿ ಬೇಕಾಗಿದ್ದಾರೆ xyxy=(589,2123,722,2151)
jobs-bank-name2: ಕೋ ಆಪರೇಟೀವ್ ಸೊಸೈಟಿ ಲಿಮಿಟೆಡ್. xyxy=(505,2070,806,2090)
masthead-subtitle: Kannada Daily, Kolar xyxy=(431,51,618,74)
festival-headline-line2: ಸಂಭ್ರಮದ ತಂಬಿಟ್ಟ ದೀಪೋತ್ಸವ xyxy=(555,1750,759,1773)
kuvempu-photo xyxy=(656,1296,956,1489)
rto-headline xyxy=(1148,696,1480,744)
time-col1 xyxy=(176,1953,326,2242)
